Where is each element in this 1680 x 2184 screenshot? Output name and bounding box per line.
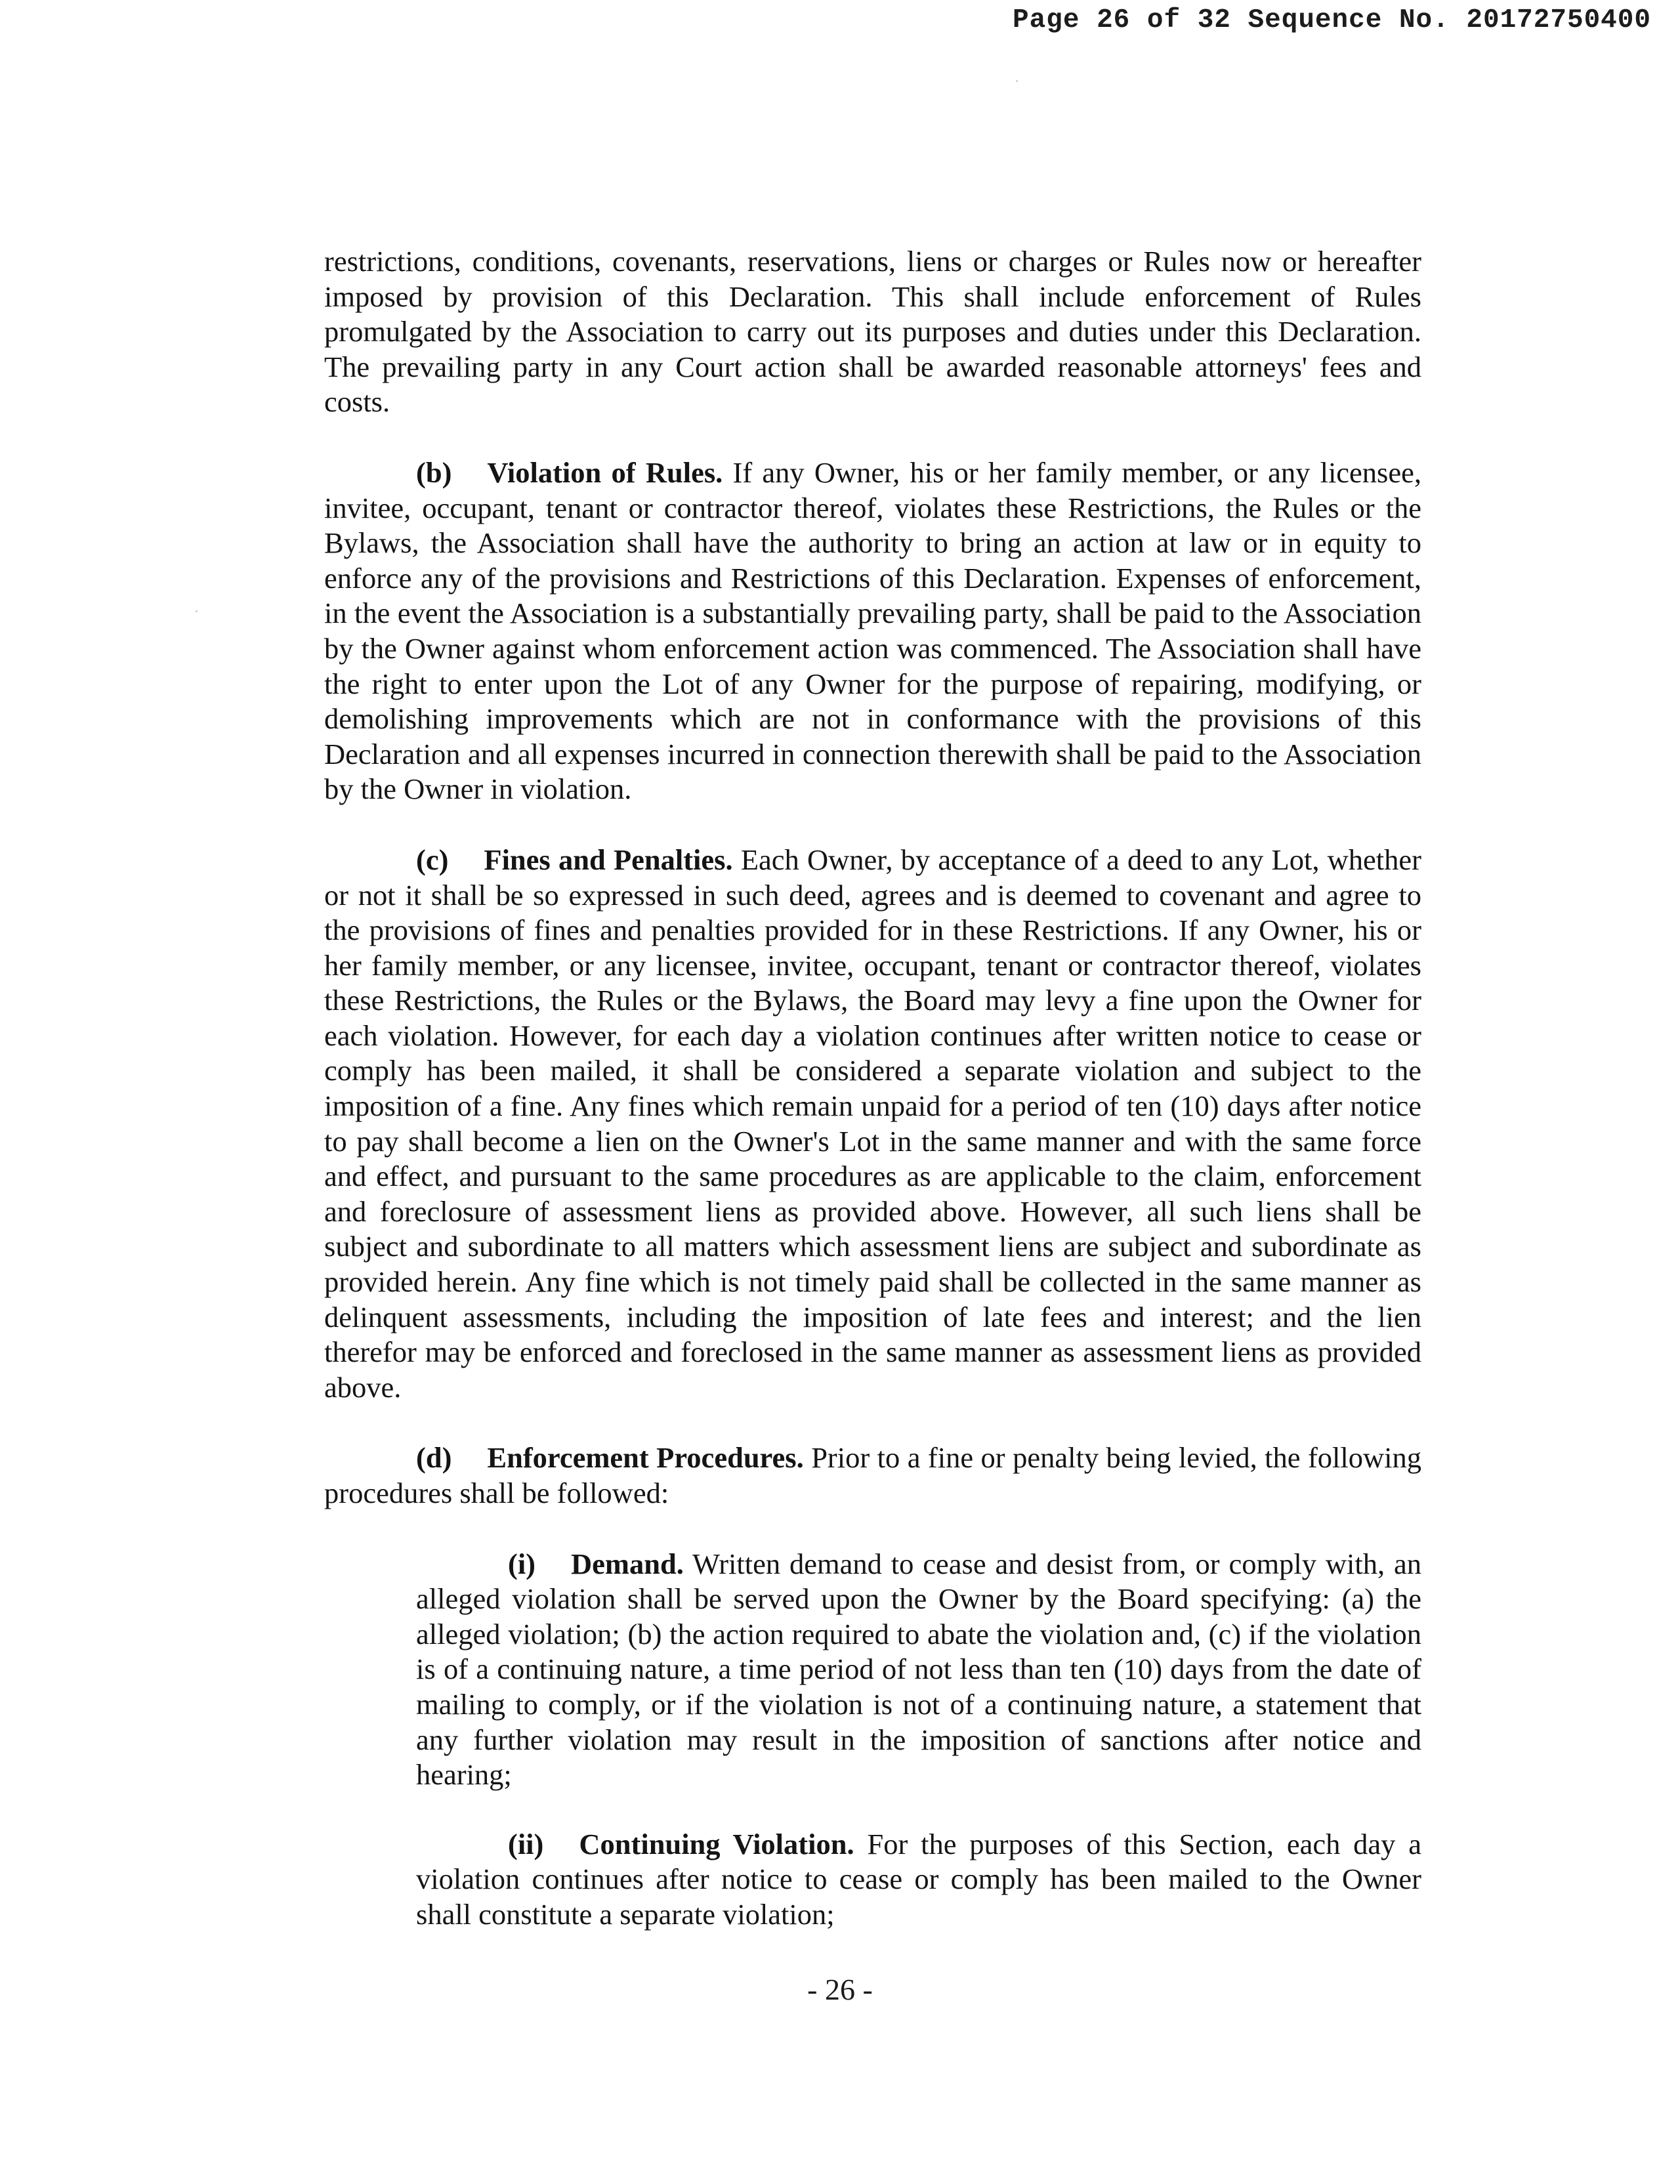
section-text: Prior to a fine or penalty being levied, the following procedures shall be followed:	[324, 1441, 1422, 1509]
document-body	[324, 244, 1421, 1967]
section-title: Fines and Penalties.	[484, 843, 733, 876]
sequence-stamp: Page 26 of 32 Sequence No. 20172750400	[1013, 5, 1651, 35]
section-text: If any Owner, his or her family member, or any licensee, invitee, occupant, tenant or contractor thereof, violates these Restrictions, the Rules or the Bylaws, the Association shall have the authority to bring an action at law or in equity to enforce any of the provisions and Restrictions of this Declaration. Expenses of enforcement, in the event the Association is a substantially prevailing party, shall be paid to the Association by the Owner against whom enforcement action was commenced. The Association shall have the right to enter upon the Lot of any Owner for the purpose of repairing, modifying, or demolishing improvements which are not in conformance with the provisions of this Declaration and all expenses incurred in connection therewith shall be paid to the Association by the Owner in violation.	[324, 455, 1421, 806]
section-text: Each Owner, by acceptance of a deed to any Lot, whether or not it shall be so expressed in such deed, agrees and is deemed to covenant and agree to the provisions of fines and penalties provided for in these Restrictions. If any Owner, his or her family member, or any licensee, invitee, occupant, tenant or contractor thereof, violates these Restrictions, the Rules or the Bylaws, the Board may levy a fine upon the Owner for each violation. However, for each day a violation continues after written notice to cease or comply has been mailed, it shall be considered a separate violation and subject to the imposition of a fine. Any fines which remain unpaid for a period of ten (10) days after notice to pay shall become a lien on the Owner's Lot in the same manner and with the same force and effect, and pursuant to the same procedures as are applicable to the claim, enforcement and foreclosure of assessment liens as provided above. However, all such liens shall be subject and subordinate to all matters which assessment liens are subject and subordinate as provided herein. Any fine which is not timely paid shall be collected in the same manner as delinquent assessments, including the imposition of late fees and interest; and the lien therefor may be enforced and foreclosed in the same manner as assessment liens as provided above.	[324, 843, 1421, 1404]
subsection-title: Demand.	[571, 1547, 684, 1580]
page-number: - 26 -	[807, 1973, 873, 2006]
subsection-text: Written demand to cease and desist from, or comply with, an alleged violation shall be served upon the Owner by the Board specifying: (a) the alleged violation; (b) the action required to abate the violation and, (c) if the violation is of a continuing nature, a time period of not less than ten (10) days from the date of mailing to comply, or if the violation is not of a continuing nature, a statement that any further violation may result in the imposition of sanctions after notice and hearing;	[416, 1547, 1421, 1792]
section-title: Enforcement Procedures.	[487, 1441, 804, 1475]
subsection-title: Continuing Violation.	[579, 1827, 854, 1860]
section-c-fines-and-penalties	[324, 843, 1421, 1406]
section-label: (c)	[416, 843, 449, 876]
scan-speck	[1016, 80, 1018, 82]
subsection-paragraph	[416, 1827, 1421, 1933]
subsection-text: For the purposes of this Section, each day a violation continues after notice to cease or comply has been mailed to the Owner shall constitute a separate violation;	[416, 1827, 1421, 1931]
section-b-violation-of-rules	[324, 455, 1421, 807]
subsection-i-demand	[416, 1547, 1421, 1793]
subsection-label: (ii)	[508, 1827, 544, 1860]
subsection-ii-continuing-violation	[416, 1827, 1421, 1933]
subsection-label: (i)	[508, 1547, 536, 1580]
scan-speck	[196, 610, 198, 612]
subsection-paragraph	[416, 1547, 1421, 1793]
section-d-enforcement-procedures	[324, 1440, 1421, 1511]
section-title: Violation of Rules.	[487, 455, 723, 489]
paragraph-intro: restrictions, conditions, covenants, reservations, liens or charges or Rules now or hereafter imposed by provision of this Declaration. This shall include enforcement of Rules promulgated by the Association to carry out its purposes and duties under this Declaration. The prevailing party in any Court action shall be awarded reasonable attorneys' fees and costs.	[324, 245, 1421, 419]
section-label: (b)	[416, 455, 452, 489]
section-label: (d)	[416, 1441, 452, 1475]
